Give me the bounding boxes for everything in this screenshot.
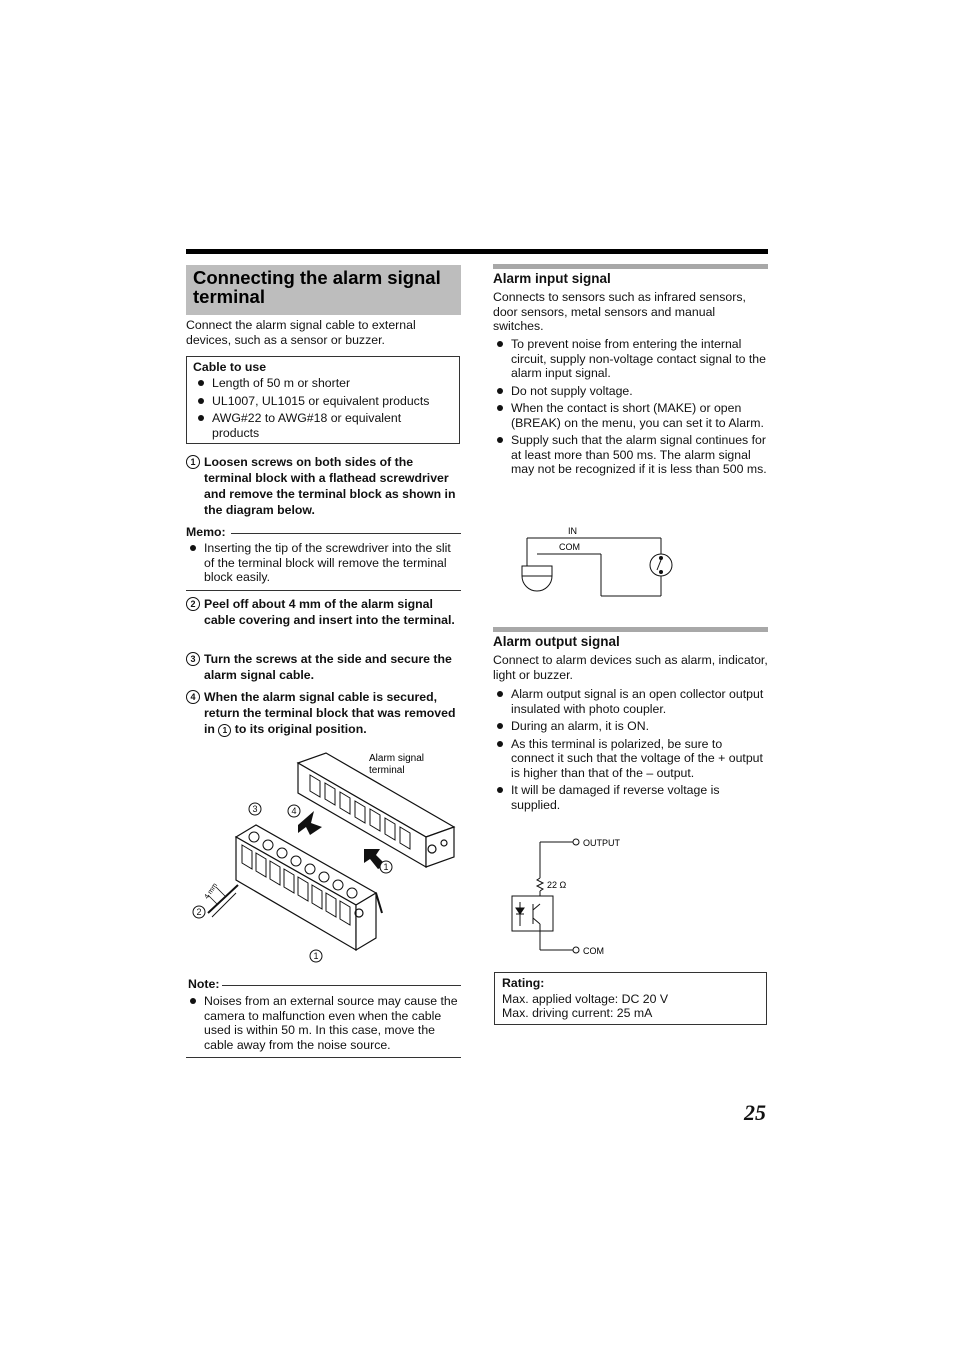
callout-3: 3 [252, 804, 258, 814]
step-number: 2 [186, 597, 200, 611]
list-item: Noises from an external source may cause the camera to malfunction even when the cable used is within 50 m. In this case, move the cable away from the noise source. [186, 994, 461, 1052]
list-item: Do not supply voltage. [493, 384, 768, 399]
input-list [493, 337, 768, 480]
step-number: 1 [186, 455, 200, 469]
note-bottom-rule [186, 1057, 461, 1058]
diagram-label-line2: terminal [369, 765, 405, 776]
step-2 [186, 596, 461, 628]
alarm-input-diagram [515, 520, 680, 600]
step-1 [186, 454, 461, 518]
list-item: It will be damaged if reverse voltage is supplied. [493, 783, 768, 812]
list-item: AWG#22 to AWG#18 or equivalent products [194, 411, 451, 440]
list-item: When the contact is short (MAKE) or open (BREAK) on the menu, you can set it to Alarm. [493, 401, 768, 430]
rating-line-1: Max. applied voltage: DC 20 V [502, 992, 669, 1006]
list-item: UL1007, UL1015 or equivalent products [194, 394, 451, 409]
step-text-part: When the alarm signal cable is secured, return the terminal block that was removed in [204, 690, 456, 736]
arrow-icon [298, 811, 322, 835]
diagram-com-label: COM [559, 542, 580, 552]
input-section-bar [493, 264, 768, 269]
step-text: Loosen screws on both sides of the terminal block with a flathead screwdriver and remove the terminal block as shown in the diagram below. [204, 455, 456, 517]
output-section-bar [493, 627, 768, 632]
memo-bottom-rule [186, 590, 461, 591]
list-item: Supply such that the alarm signal continues for at least more than 500 ms. The alarm signal may not be recognized if it is less than 500 ms. [493, 433, 768, 477]
rating-line-2: Max. driving current: 25 mA [502, 1006, 653, 1020]
step-text: Turn the screws at the side and secure the alarm signal cable. [204, 652, 452, 682]
step-4 [186, 689, 461, 737]
step-number: 4 [186, 690, 200, 704]
step-number: 3 [186, 652, 200, 666]
list-item: Alarm output signal is an open collector output insulated with photo coupler. [493, 687, 768, 716]
intro-text: Connect the alarm signal cable to external devices, such as a sensor or buzzer. [186, 318, 416, 347]
output-desc: Connect to alarm devices such as alarm, indicator, light or buzzer. [493, 653, 768, 682]
step-text [186, 689, 461, 737]
list-item: To prevent noise from entering the internal circuit, supply non-voltage contact signal to the alarm input signal. [493, 337, 768, 381]
callout-2: 2 [196, 907, 202, 917]
mm-label: 4 mm [203, 882, 220, 901]
top-rule [186, 249, 768, 254]
output-list [493, 687, 768, 815]
diagram-in-label: IN [568, 526, 577, 536]
diagram-com-label: COM [583, 946, 604, 956]
cable-list [194, 376, 451, 443]
page-title: Connecting the alarm signal terminal [193, 267, 441, 307]
list-item: Length of 50 m or shorter [194, 376, 451, 391]
section-title-box [186, 265, 461, 315]
step-ref-number: 1 [218, 724, 231, 737]
input-desc: Connects to sensors such as infrared sensors, door sensors, metal sensors and manual switches. [493, 290, 746, 333]
output-section-title: Alarm output signal [493, 634, 620, 649]
diagram-output-label: OUTPUT [583, 838, 620, 848]
memo-label: Memo: [186, 525, 226, 539]
input-section-title: Alarm input signal [493, 271, 611, 286]
list-item: Inserting the tip of the screwdriver into the slit of the terminal block will remove the terminal block easily. [186, 541, 461, 585]
rating-box [494, 972, 767, 1025]
alarm-output-diagram [505, 832, 645, 962]
memo-list [186, 541, 461, 588]
callout-1b: 1 [313, 951, 319, 961]
rating-heading: Rating: [502, 976, 545, 990]
memo-top-rule [231, 533, 461, 534]
note-top-rule [222, 985, 461, 986]
step-text-part: to its original position. [234, 722, 367, 736]
step-text: Peel off about 4 mm of the alarm signal cable covering and insert into the terminal. [204, 597, 455, 627]
diagram-label-line1: Alarm signal [369, 753, 425, 764]
cable-heading: Cable to use [193, 360, 267, 374]
terminal-block-diagram [186, 745, 466, 970]
callout-4: 4 [291, 806, 297, 816]
note-list [186, 994, 461, 1055]
cable-box [186, 356, 460, 444]
list-item: As this terminal is polarized, be sure to connect it such that the voltage of the + output is higher than that of the – output. [493, 737, 768, 781]
callout-1: 1 [383, 862, 389, 872]
page-number: 25 [744, 1100, 766, 1125]
note-label: Note: [188, 977, 220, 991]
list-item: During an alarm, it is ON. [493, 719, 768, 734]
step-3 [186, 651, 461, 683]
diagram-resistor-label: 22 Ω [547, 880, 567, 890]
